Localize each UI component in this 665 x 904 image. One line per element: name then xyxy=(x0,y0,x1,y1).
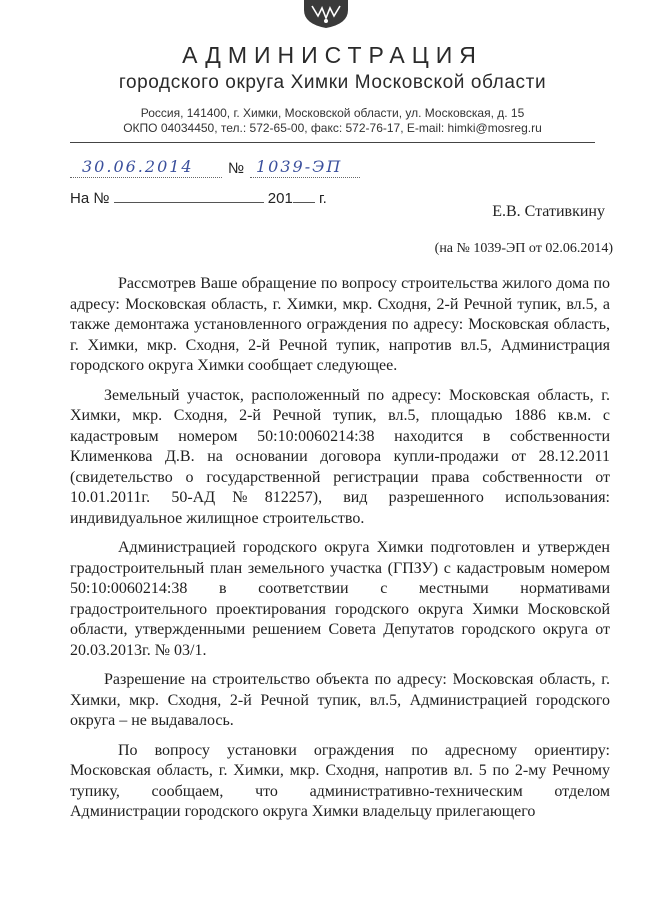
outgoing-number: 1039-ЭП xyxy=(256,157,343,176)
body-paragraph: Администрацией городского округа Химки подготовлен и утвержден градостроительный план земельного участка (ГПЗУ) с кадастровым номером 50:10:0060214:38 в соответствии с местными нормативами градостроительного проектирования городского округа Химки Московской области, утвержденными решением Совета Депутатов городского округа от 20.03.2013г. № 03/1. xyxy=(70,539,610,659)
address-line-2: ОКПО 04034450, тел.: 572-65-00, факс: 572-76-17, E-mail: himki@mosreg.ru xyxy=(123,121,542,135)
coat-of-arms-icon xyxy=(298,0,354,28)
body-paragraph: Земельный участок, расположенный по адресу: Московская область, г. Химки, мкр. Сходня, 2-й Речной тупик, вл.5, площадью 1886 кв.м. с кадастровым номером 50:10:0060214:38 находится в собственности Клименкова Д.В. на основании договора купли-продажи от 28.12.2011 (свидетельство о государственной регистрации права собственности от 10.01.2011г. 50-АД№812257), вид разрешенного использования: индивидуальное жилищное строительство. xyxy=(70,386,610,527)
outgoing-reference xyxy=(70,152,370,180)
in-reply-year-blank xyxy=(293,188,315,203)
in-reply-year-suffix: г. xyxy=(318,190,327,207)
addressee: Е.В. Стативкину xyxy=(492,203,605,220)
number-underline xyxy=(250,177,360,178)
body-paragraph: По вопросу установки ограждения по адресному ориентиру: Московская область, г. Химки, мкр. Сходня, напротив вл. 5 по 2-му Речному тупику, сообщаем, что административно-техническим отделом Администрации городского округа Химки владельцу прилегающего xyxy=(70,741,610,820)
date-underline xyxy=(70,177,222,178)
in-reply-label: На № xyxy=(70,190,110,207)
address-line-1: Россия, 141400, г. Химки, Московской области, ул. Московская, д. 15 xyxy=(140,106,525,120)
in-reply-year-prefix: 201 xyxy=(267,190,293,207)
in-reply-reference xyxy=(70,188,327,210)
incoming-reference: (на № 1039-ЭП от 02.06.2014) xyxy=(434,241,613,256)
header-divider xyxy=(70,142,595,143)
letter-body xyxy=(70,274,610,832)
org-title: АДМИНИСТРАЦИЯ xyxy=(182,42,483,68)
in-reply-number-blank xyxy=(114,188,264,203)
body-paragraph: Разрешение на строительство объекта по адресу: Московская область, г. Химки, мкр. Сходня, 2-й Речной тупик, вл.5, Администрацией городского округа – не выдавалось. xyxy=(70,671,610,729)
outgoing-date: 30.06.2014 xyxy=(82,157,194,176)
org-subtitle: городского округа Химки Московской области xyxy=(118,72,547,93)
outgoing-number-label: № xyxy=(228,160,245,177)
org-address xyxy=(0,106,665,136)
body-paragraph: Рассмотрев Ваше обращение по вопросу строительства жилого дома по адресу: Московская область, г. Химки, мкр. Сходня, 2-й Речной тупик, вл.5, а также демонтажа установленного ограждения по адресу: Московская область, г. Химки, мкр. Сходня, 2-й Речной тупик, напротив вл.5, Администрация городского округа Химки сообщает следующее. xyxy=(70,275,610,374)
